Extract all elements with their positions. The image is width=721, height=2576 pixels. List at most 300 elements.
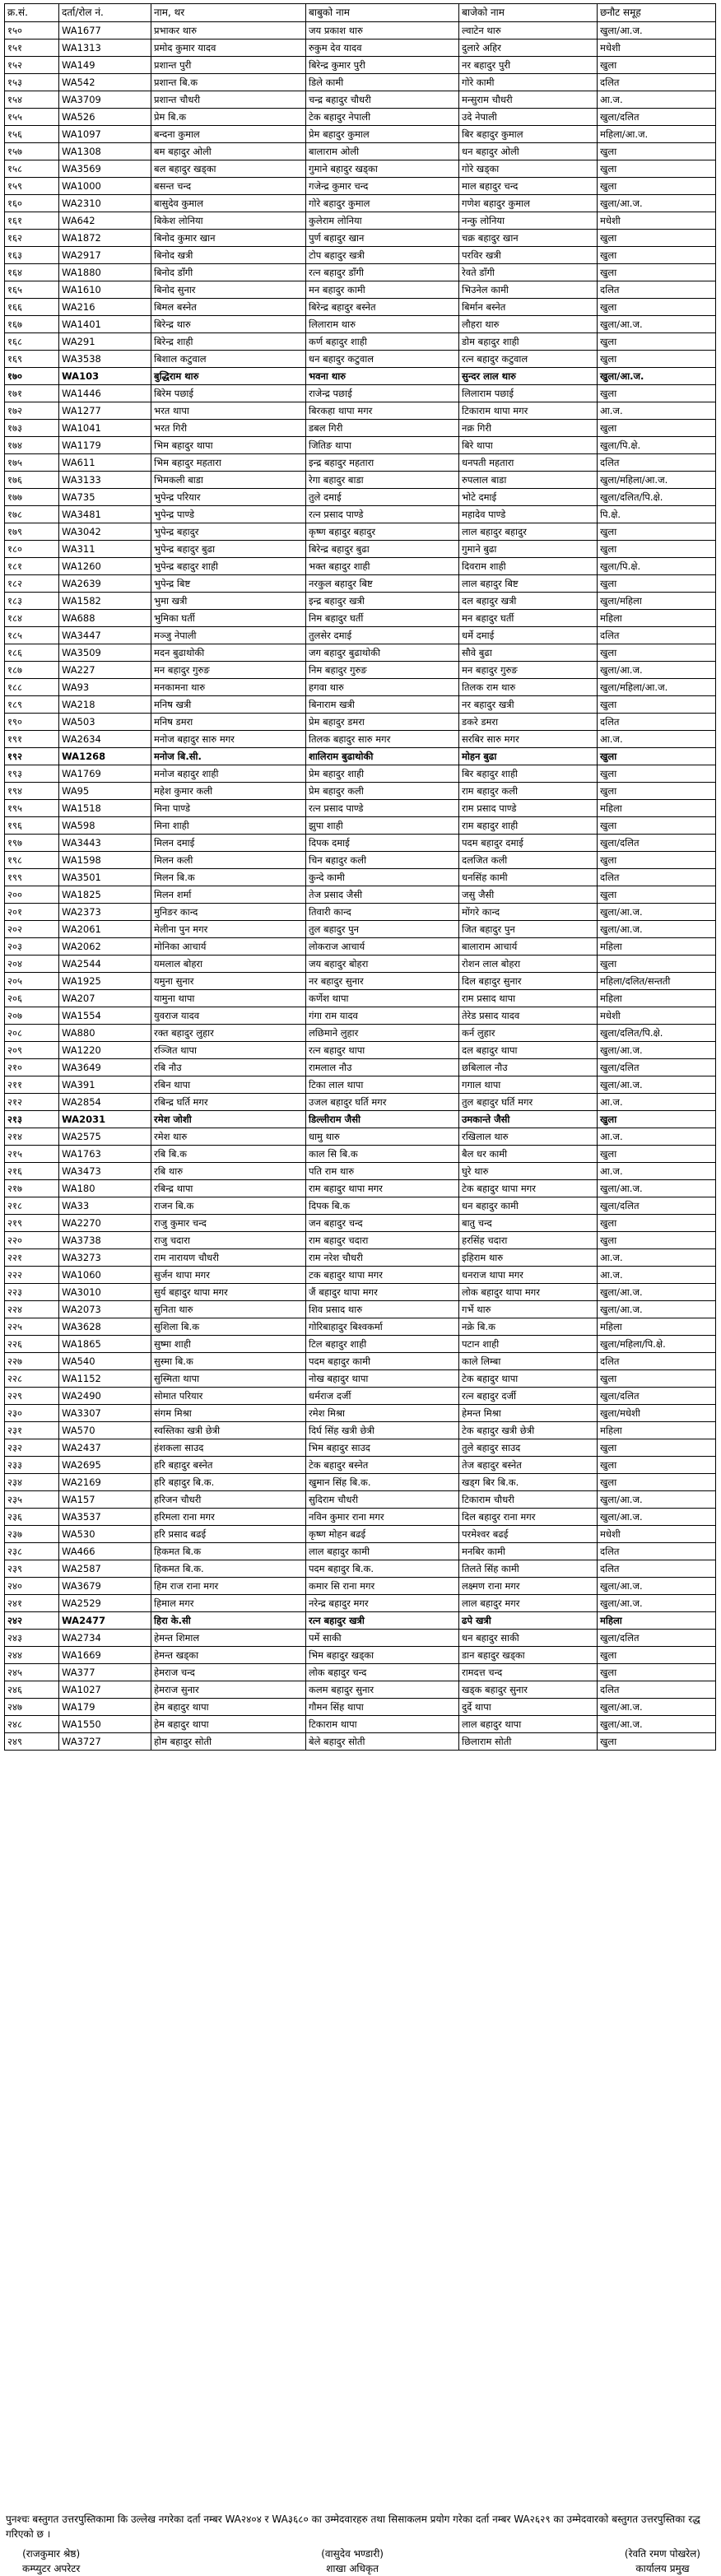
serial-cell: २०० bbox=[5, 886, 59, 904]
serial-cell: २४७ bbox=[5, 1699, 59, 1716]
roll-number-cell: WA1277 bbox=[59, 402, 151, 420]
name-cell: रमेश थारु bbox=[151, 1128, 306, 1146]
name-cell: युवराज यादव bbox=[151, 1007, 306, 1025]
selection-group-cell: खुला bbox=[598, 247, 716, 264]
grandfather-name-cell: गोरे खड्का bbox=[459, 160, 598, 178]
table-row bbox=[5, 472, 716, 489]
father-name-cell: बिरेन्द्र कुमार पुरी bbox=[306, 57, 459, 74]
table-body bbox=[5, 22, 716, 1751]
serial-cell: २३६ bbox=[5, 1509, 59, 1526]
selection-group-cell: खुला/दलित/पि.क्षे. bbox=[598, 1025, 716, 1042]
table-row bbox=[5, 714, 716, 731]
serial-cell: १८८ bbox=[5, 679, 59, 696]
selection-group-cell: महिला bbox=[598, 1612, 716, 1630]
selection-group-cell: खुला bbox=[598, 160, 716, 178]
selection-group-cell: महिला bbox=[598, 990, 716, 1007]
selection-group-cell: खुला bbox=[598, 1111, 716, 1128]
grandfather-name-cell: धनपती महतारा bbox=[459, 454, 598, 472]
table-row bbox=[5, 679, 716, 696]
father-name-cell: रुकुम देव यादव bbox=[306, 40, 459, 57]
serial-cell: २३३ bbox=[5, 1457, 59, 1474]
roll-number-cell: WA3727 bbox=[59, 1733, 151, 1751]
father-name-cell: धर्मराज दर्जी bbox=[306, 1388, 459, 1405]
table-row bbox=[5, 212, 716, 230]
father-name-cell: प्रेम बहादुर शाही bbox=[306, 765, 459, 783]
serial-cell: २०५ bbox=[5, 973, 59, 990]
selection-group-cell: खुला bbox=[598, 143, 716, 160]
signatory-role: शाखा अधिकृत bbox=[326, 2563, 379, 2574]
name-cell: रञ्जित थापा bbox=[151, 1042, 306, 1059]
grandfather-name-cell: नर बहादुर पुरी bbox=[459, 57, 598, 74]
name-cell: मोनिका आचार्य bbox=[151, 938, 306, 956]
grandfather-name-cell: तुले बहादुर साउद bbox=[459, 1439, 598, 1457]
table-row bbox=[5, 904, 716, 921]
serial-cell: २४० bbox=[5, 1578, 59, 1595]
roll-number-cell: WA2437 bbox=[59, 1439, 151, 1457]
name-cell: हंशकला साउद bbox=[151, 1439, 306, 1457]
selection-group-cell: खुला/दलित/पि.क्षे. bbox=[598, 489, 716, 506]
father-name-cell: दिर्घ सिंह खत्री छेत्री bbox=[306, 1422, 459, 1439]
grandfather-name-cell: दिवराम शाही bbox=[459, 558, 598, 575]
name-cell: मनिष खत्री bbox=[151, 696, 306, 714]
grandfather-name-cell: रामदत्त चन्द bbox=[459, 1664, 598, 1681]
roll-number-cell: WA2373 bbox=[59, 904, 151, 921]
father-name-cell: गौमन सिंह थापा bbox=[306, 1699, 459, 1716]
name-cell: भुपेन्द्र परियार bbox=[151, 489, 306, 506]
father-name-cell: प्रेम बहादुर डमरा bbox=[306, 714, 459, 731]
name-cell: रमेश जोशी bbox=[151, 1111, 306, 1128]
grandfather-name-cell: पदम बहादुर दमाई bbox=[459, 835, 598, 852]
grandfather-name-cell: तुल बहादुर घर्ति मगर bbox=[459, 1094, 598, 1111]
selection-group-cell: दलित bbox=[598, 714, 716, 731]
selection-group-cell: खुला/आ.ज. bbox=[598, 1595, 716, 1612]
selection-group-cell: खुला bbox=[598, 644, 716, 662]
serial-cell: १८५ bbox=[5, 627, 59, 644]
table-row bbox=[5, 886, 716, 904]
selection-group-cell: खुला/आ.ज. bbox=[598, 1076, 716, 1094]
table-row bbox=[5, 74, 716, 91]
grandfather-name-cell: नक्रे बि.क bbox=[459, 1318, 598, 1336]
selection-group-cell: आ.ज. bbox=[598, 91, 716, 109]
selection-group-cell: खुला/पि.क्षे. bbox=[598, 437, 716, 454]
roll-number-cell: WA3473 bbox=[59, 1163, 151, 1180]
grandfather-name-cell: ढपे खत्री bbox=[459, 1612, 598, 1630]
name-cell: बिकेश लोनिया bbox=[151, 212, 306, 230]
father-name-cell: राम बहादुर थापा मगर bbox=[306, 1180, 459, 1197]
roll-number-cell: WA1027 bbox=[59, 1681, 151, 1699]
father-name-cell: डिल्लीराम जैसी bbox=[306, 1111, 459, 1128]
table-row bbox=[5, 1474, 716, 1491]
roll-number-cell: WA503 bbox=[59, 714, 151, 731]
serial-cell: १९४ bbox=[5, 783, 59, 800]
father-name-cell: रत्न प्रसाद पाण्डे bbox=[306, 506, 459, 523]
serial-cell: १५१ bbox=[5, 40, 59, 57]
grandfather-name-cell: डकरे डमरा bbox=[459, 714, 598, 731]
serial-cell: १९१ bbox=[5, 731, 59, 748]
roll-number-cell: WA2529 bbox=[59, 1595, 151, 1612]
roll-number-cell: WA1763 bbox=[59, 1146, 151, 1163]
name-cell: हिमाल मगर bbox=[151, 1595, 306, 1612]
serial-cell: १५८ bbox=[5, 160, 59, 178]
name-cell: भरत थापा bbox=[151, 402, 306, 420]
serial-cell: १९९ bbox=[5, 869, 59, 886]
serial-cell: १८२ bbox=[5, 575, 59, 593]
roll-number-cell: WA1518 bbox=[59, 800, 151, 817]
roll-number-cell: WA880 bbox=[59, 1025, 151, 1042]
table-row bbox=[5, 247, 716, 264]
selection-group-cell: खुला bbox=[598, 575, 716, 593]
selection-group-cell: आ.ज. bbox=[598, 1249, 716, 1267]
selection-group-cell: महिला bbox=[598, 1318, 716, 1336]
grandfather-name-cell: मनबिर कामी bbox=[459, 1543, 598, 1560]
roll-number-cell: WA3042 bbox=[59, 523, 151, 541]
father-name-cell: कमार सि राना मगर bbox=[306, 1578, 459, 1595]
table-header bbox=[5, 4, 716, 22]
selection-group-cell: खुला bbox=[598, 852, 716, 869]
roll-number-cell: WA466 bbox=[59, 1543, 151, 1560]
roll-number-cell: WA3481 bbox=[59, 506, 151, 523]
grandfather-name-cell: रत्न बहादुर कटुवाल bbox=[459, 351, 598, 368]
selection-group-cell: खुला/आ.ज. bbox=[598, 1578, 716, 1595]
selection-group-cell: खुला/महिला/पि.क्षे. bbox=[598, 1336, 716, 1353]
table-row bbox=[5, 921, 716, 938]
grandfather-name-cell: मन्सुराम चौधरी bbox=[459, 91, 598, 109]
serial-cell: २०२ bbox=[5, 921, 59, 938]
selection-group-cell: खुला/आ.ज. bbox=[598, 1699, 716, 1716]
serial-cell: १७७ bbox=[5, 489, 59, 506]
roll-number-cell: WA3273 bbox=[59, 1249, 151, 1267]
grandfather-name-cell: लाल बहादुर मगर bbox=[459, 1595, 598, 1612]
grandfather-name-cell: इहिराम थारु bbox=[459, 1249, 598, 1267]
father-name-cell: कलम बहादुर सुनार bbox=[306, 1681, 459, 1699]
roll-number-cell: WA3709 bbox=[59, 91, 151, 109]
serial-cell: २२९ bbox=[5, 1388, 59, 1405]
grandfather-name-cell: धन बहादुर ओली bbox=[459, 143, 598, 160]
father-name-cell: तिवारी कान्द bbox=[306, 904, 459, 921]
serial-cell: २०४ bbox=[5, 956, 59, 973]
father-name-cell: पुर्ण बहादुर खान bbox=[306, 230, 459, 247]
father-name-cell: राम बहादुर चदारा bbox=[306, 1232, 459, 1249]
name-cell: मञ्जु नेपाली bbox=[151, 627, 306, 644]
serial-cell: १८० bbox=[5, 541, 59, 558]
roll-number-cell: WA1152 bbox=[59, 1370, 151, 1388]
father-name-cell: तुले दमाई bbox=[306, 489, 459, 506]
serial-cell: १८७ bbox=[5, 662, 59, 679]
selection-group-cell: खुला/आ.ज. bbox=[598, 316, 716, 333]
table-row bbox=[5, 402, 716, 420]
selection-group-cell: खुला bbox=[598, 1146, 716, 1163]
result-sheet bbox=[4, 3, 715, 1751]
serial-cell: १७६ bbox=[5, 472, 59, 489]
roll-number-cell: WA2490 bbox=[59, 1388, 151, 1405]
grandfather-name-cell: तेरेड प्रसाद यादव bbox=[459, 1007, 598, 1025]
serial-cell: १६३ bbox=[5, 247, 59, 264]
serial-cell: १५० bbox=[5, 22, 59, 40]
roll-number-cell: WA311 bbox=[59, 541, 151, 558]
selection-group-cell: दलित bbox=[598, 869, 716, 886]
serial-cell: २४६ bbox=[5, 1681, 59, 1699]
serial-cell: २१० bbox=[5, 1059, 59, 1076]
table-row bbox=[5, 230, 716, 247]
table-row bbox=[5, 748, 716, 765]
table-row bbox=[5, 1163, 716, 1180]
table-row bbox=[5, 1336, 716, 1353]
father-name-cell: रत्न बहादुर डाँगी bbox=[306, 264, 459, 281]
roll-number-cell: WA3010 bbox=[59, 1284, 151, 1301]
father-name-cell: नर बहादुर सुनार bbox=[306, 973, 459, 990]
table-row bbox=[5, 1318, 716, 1336]
table-row bbox=[5, 126, 716, 143]
father-name-cell: भक्त बहादुर शाही bbox=[306, 558, 459, 575]
serial-cell: २२७ bbox=[5, 1353, 59, 1370]
name-cell: हिकमत बि.क bbox=[151, 1543, 306, 1560]
grandfather-name-cell: माल बहादुर चन्द bbox=[459, 178, 598, 195]
footnote: पुनश्चः बस्तुगत उत्तरपुस्तिकामा कि उल्लेख नगरेका दर्ता नम्बर WA२४०४ र WA३६८० का उम्मेदवारहरु तथा सिसाकलम प्रयोग गरेका दर्ता नम्बर WA२६२९ का उम्मेदवारको बस्तुगत उत्तरपुस्तिका रद्ध गरिएको छ । bbox=[6, 2513, 700, 2540]
name-cell: बसन्त चन्द bbox=[151, 178, 306, 195]
roll-number-cell: WA526 bbox=[59, 109, 151, 126]
serial-cell: २२६ bbox=[5, 1336, 59, 1353]
selection-group-cell: खुला/आ.ज. bbox=[598, 1509, 716, 1526]
grandfather-name-cell: सरबिर सारु मगर bbox=[459, 731, 598, 748]
name-cell: यमुना सुनार bbox=[151, 973, 306, 990]
selection-group-cell: खुला bbox=[598, 956, 716, 973]
father-name-cell: भिम बहादुर साउद bbox=[306, 1439, 459, 1457]
father-name-cell: तुलसेर दमाई bbox=[306, 627, 459, 644]
name-cell: बम बहादुर ओली bbox=[151, 143, 306, 160]
header-row bbox=[5, 4, 716, 22]
father-name-cell: लाल बहादुर कामी bbox=[306, 1543, 459, 1560]
father-name-cell: नोख बहादुर थापा bbox=[306, 1370, 459, 1388]
roll-number-cell: WA570 bbox=[59, 1422, 151, 1439]
signatory-role: कम्प्युटर अपरेटर bbox=[22, 2563, 81, 2574]
name-cell: स्वस्तिका खत्री छेत्री bbox=[151, 1422, 306, 1439]
roll-number-cell: WA542 bbox=[59, 74, 151, 91]
roll-number-cell: WA179 bbox=[59, 1699, 151, 1716]
grandfather-name-cell: रत्न बहादुर दर्जी bbox=[459, 1388, 598, 1405]
grandfather-name-cell: दल बहादुर थापा bbox=[459, 1042, 598, 1059]
selection-group-cell: महिला bbox=[598, 1422, 716, 1439]
selection-group-cell: आ.ज. bbox=[598, 1163, 716, 1180]
selection-group-cell: खुला bbox=[598, 333, 716, 351]
grandfather-name-cell: लाल बहादुर बिष्ट bbox=[459, 575, 598, 593]
serial-cell: २०९ bbox=[5, 1042, 59, 1059]
name-cell: रबिन थापा bbox=[151, 1076, 306, 1094]
grandfather-name-cell: लौहरा थारु bbox=[459, 316, 598, 333]
table-row bbox=[5, 1249, 716, 1267]
father-name-cell: नरकुल बहादुर बिष्ट bbox=[306, 575, 459, 593]
signatory-role: कार्यालय प्रमुख bbox=[635, 2563, 690, 2574]
roll-number-cell: WA1880 bbox=[59, 264, 151, 281]
selection-group-cell: खुला/दलित bbox=[598, 1059, 716, 1076]
selection-group-cell: मधेशी bbox=[598, 1007, 716, 1025]
father-name-cell: टक बहादुर थापा मगर bbox=[306, 1267, 459, 1284]
serial-cell: २२० bbox=[5, 1232, 59, 1249]
name-cell: यामुना थापा bbox=[151, 990, 306, 1007]
table-row bbox=[5, 558, 716, 575]
father-name-cell: इन्द्र बहादुर खत्री bbox=[306, 593, 459, 610]
grandfather-name-cell: रोशन लाल बोहरा bbox=[459, 956, 598, 973]
grandfather-name-cell: नन्कु लोनिया bbox=[459, 212, 598, 230]
roll-number-cell: WA1179 bbox=[59, 437, 151, 454]
serial-cell: १८६ bbox=[5, 644, 59, 662]
selection-group-cell: दलित bbox=[598, 1543, 716, 1560]
father-name-cell: कर्ण बहादुर शाही bbox=[306, 333, 459, 351]
roll-number-cell: WA1554 bbox=[59, 1007, 151, 1025]
name-cell: प्रेम बि.क bbox=[151, 109, 306, 126]
serial-cell: १८३ bbox=[5, 593, 59, 610]
father-name-cell: सुदिराम चौधरी bbox=[306, 1491, 459, 1509]
father-name-cell: प्रेम बहादुर कुमाल bbox=[306, 126, 459, 143]
grandfather-name-cell: धनसिंह कामी bbox=[459, 869, 598, 886]
serial-cell: २१९ bbox=[5, 1215, 59, 1232]
father-name-cell: गंगा राम यादव bbox=[306, 1007, 459, 1025]
roll-number-cell: WA1060 bbox=[59, 1267, 151, 1284]
father-name-cell: गजेन्द्र कुमार चन्द bbox=[306, 178, 459, 195]
name-cell: मिलन दमाई bbox=[151, 835, 306, 852]
name-cell: बन्दना कुमाल bbox=[151, 126, 306, 143]
name-cell: सुष्मा शाही bbox=[151, 1336, 306, 1353]
name-cell: हेम बहादुर थापा bbox=[151, 1716, 306, 1733]
grandfather-name-cell: गोरे कामी bbox=[459, 74, 598, 91]
grandfather-name-cell: कर्न लुहार bbox=[459, 1025, 598, 1042]
roll-number-cell: WA2639 bbox=[59, 575, 151, 593]
selection-group-cell: खुला/आ.ज. bbox=[598, 1042, 716, 1059]
signature-computer-operator bbox=[22, 2546, 80, 2576]
grandfather-name-cell: उमकान्ते जैसी bbox=[459, 1111, 598, 1128]
father-name-cell: प्रेम बहादुर कली bbox=[306, 783, 459, 800]
father-name-cell: धामु थारु bbox=[306, 1128, 459, 1146]
roll-number-cell: WA2695 bbox=[59, 1457, 151, 1474]
grandfather-name-cell: हेमन्त मिश्रा bbox=[459, 1405, 598, 1422]
grandfather-name-cell: काले लिम्बा bbox=[459, 1353, 598, 1370]
roll-number-cell: WA3569 bbox=[59, 160, 151, 178]
father-name-cell: दिपक दमाई bbox=[306, 835, 459, 852]
father-name-cell: कुलेराम लोनिया bbox=[306, 212, 459, 230]
grandfather-name-cell: रेवते डाँगी bbox=[459, 264, 598, 281]
table-row bbox=[5, 1059, 716, 1076]
selection-group-cell: दलित bbox=[598, 627, 716, 644]
selection-group-cell: पि.क्षे. bbox=[598, 506, 716, 523]
header-roll-number: दर्ता/रोल नं. bbox=[59, 4, 151, 22]
name-cell: हिम राज राना मगर bbox=[151, 1578, 306, 1595]
serial-cell: १७१ bbox=[5, 385, 59, 402]
roll-number-cell: WA688 bbox=[59, 610, 151, 627]
father-name-cell: पदम बहादुर बि.क. bbox=[306, 1560, 459, 1578]
name-cell: भुमा खत्री bbox=[151, 593, 306, 610]
table-row bbox=[5, 368, 716, 385]
selection-group-cell: महिला bbox=[598, 610, 716, 627]
roll-number-cell: WA2734 bbox=[59, 1630, 151, 1647]
table-row bbox=[5, 1007, 716, 1025]
grandfather-name-cell: मोंगरे कान्द bbox=[459, 904, 598, 921]
father-name-cell: गोरे बहादुर कुमाल bbox=[306, 195, 459, 212]
header-father-name: बाबुको नाम bbox=[306, 4, 459, 22]
father-name-cell: धन बहादुर कटुवाल bbox=[306, 351, 459, 368]
table-row bbox=[5, 1560, 716, 1578]
table-row bbox=[5, 800, 716, 817]
father-name-cell: रामलाल नौउ bbox=[306, 1059, 459, 1076]
roll-number-cell: WA2544 bbox=[59, 956, 151, 973]
name-cell: राजु चदारा bbox=[151, 1232, 306, 1249]
roll-number-cell: WA1220 bbox=[59, 1042, 151, 1059]
father-name-cell: टोप बहादुर खत्री bbox=[306, 247, 459, 264]
father-name-cell: टेक बहादुर बस्नेत bbox=[306, 1457, 459, 1474]
table-row bbox=[5, 1197, 716, 1215]
father-name-cell: जय प्रकाश थारु bbox=[306, 22, 459, 40]
roll-number-cell: WA1825 bbox=[59, 886, 151, 904]
name-cell: भुपेन्द्र पाण्डे bbox=[151, 506, 306, 523]
father-name-cell: हगवा थारु bbox=[306, 679, 459, 696]
grandfather-name-cell: नर बहादुर खत्री bbox=[459, 696, 598, 714]
selection-group-cell: खुला bbox=[598, 1215, 716, 1232]
serial-cell: २४५ bbox=[5, 1664, 59, 1681]
father-name-cell: निम बहादुर घर्ती bbox=[306, 610, 459, 627]
grandfather-name-cell: धन बहादुर कामी bbox=[459, 1197, 598, 1215]
selection-group-cell: आ.ज. bbox=[598, 402, 716, 420]
serial-cell: १६४ bbox=[5, 264, 59, 281]
table-row bbox=[5, 316, 716, 333]
selection-group-cell: खुला/आ.ज. bbox=[598, 662, 716, 679]
roll-number-cell: WA291 bbox=[59, 333, 151, 351]
serial-cell: १५४ bbox=[5, 91, 59, 109]
name-cell: सुशिला बि.क bbox=[151, 1318, 306, 1336]
name-cell: मिना शाही bbox=[151, 817, 306, 835]
serial-cell: २४२ bbox=[5, 1612, 59, 1630]
table-row bbox=[5, 817, 716, 835]
grandfather-name-cell: सुन्दर लाल थारु bbox=[459, 368, 598, 385]
table-row bbox=[5, 644, 716, 662]
table-row bbox=[5, 1111, 716, 1128]
roll-number-cell: WA216 bbox=[59, 299, 151, 316]
name-cell: बिमल बस्नेत bbox=[151, 299, 306, 316]
grandfather-name-cell: डोम बहादुर शाही bbox=[459, 333, 598, 351]
grandfather-name-cell: तिलक राम थारु bbox=[459, 679, 598, 696]
grandfather-name-cell: तिलते सिंह कामी bbox=[459, 1560, 598, 1578]
name-cell: बिनोद खत्री bbox=[151, 247, 306, 264]
grandfather-name-cell: राम बहादुर शाही bbox=[459, 817, 598, 835]
name-cell: भुपेन्द्र बिष्ट bbox=[151, 575, 306, 593]
serial-cell: २१६ bbox=[5, 1163, 59, 1180]
father-name-cell: टिकाराम थापा bbox=[306, 1716, 459, 1733]
grandfather-name-cell: धनराज थापा मगर bbox=[459, 1267, 598, 1284]
table-row bbox=[5, 973, 716, 990]
selection-group-cell: खुला bbox=[598, 178, 716, 195]
grandfather-name-cell: खड्ग बिर बि.क. bbox=[459, 1474, 598, 1491]
serial-cell: २०७ bbox=[5, 1007, 59, 1025]
roll-number-cell: WA149 bbox=[59, 57, 151, 74]
name-cell: सुस्मिता थापा bbox=[151, 1370, 306, 1388]
father-name-cell: कुन्दे कामी bbox=[306, 869, 459, 886]
name-cell: मनोज बहादुर शाही bbox=[151, 765, 306, 783]
serial-cell: २३१ bbox=[5, 1422, 59, 1439]
selection-group-cell: आ.ज. bbox=[598, 1267, 716, 1284]
roll-number-cell: WA3738 bbox=[59, 1232, 151, 1249]
father-name-cell: जैं बहादुर थापा मगर bbox=[306, 1284, 459, 1301]
selection-group-cell: महिला/आ.ज. bbox=[598, 126, 716, 143]
name-cell: मेलीना पुन मगर bbox=[151, 921, 306, 938]
name-cell: यमलाल बोहरा bbox=[151, 956, 306, 973]
table-row bbox=[5, 1180, 716, 1197]
table-row bbox=[5, 437, 716, 454]
table-row bbox=[5, 22, 716, 40]
serial-cell: १५५ bbox=[5, 109, 59, 126]
grandfather-name-cell: दिल बहादुर राना मगर bbox=[459, 1509, 598, 1526]
table-row bbox=[5, 1301, 716, 1318]
father-name-cell: उजल बहादुर घर्ति मगर bbox=[306, 1094, 459, 1111]
table-row bbox=[5, 956, 716, 973]
serial-cell: १६८ bbox=[5, 333, 59, 351]
table-row bbox=[5, 281, 716, 299]
